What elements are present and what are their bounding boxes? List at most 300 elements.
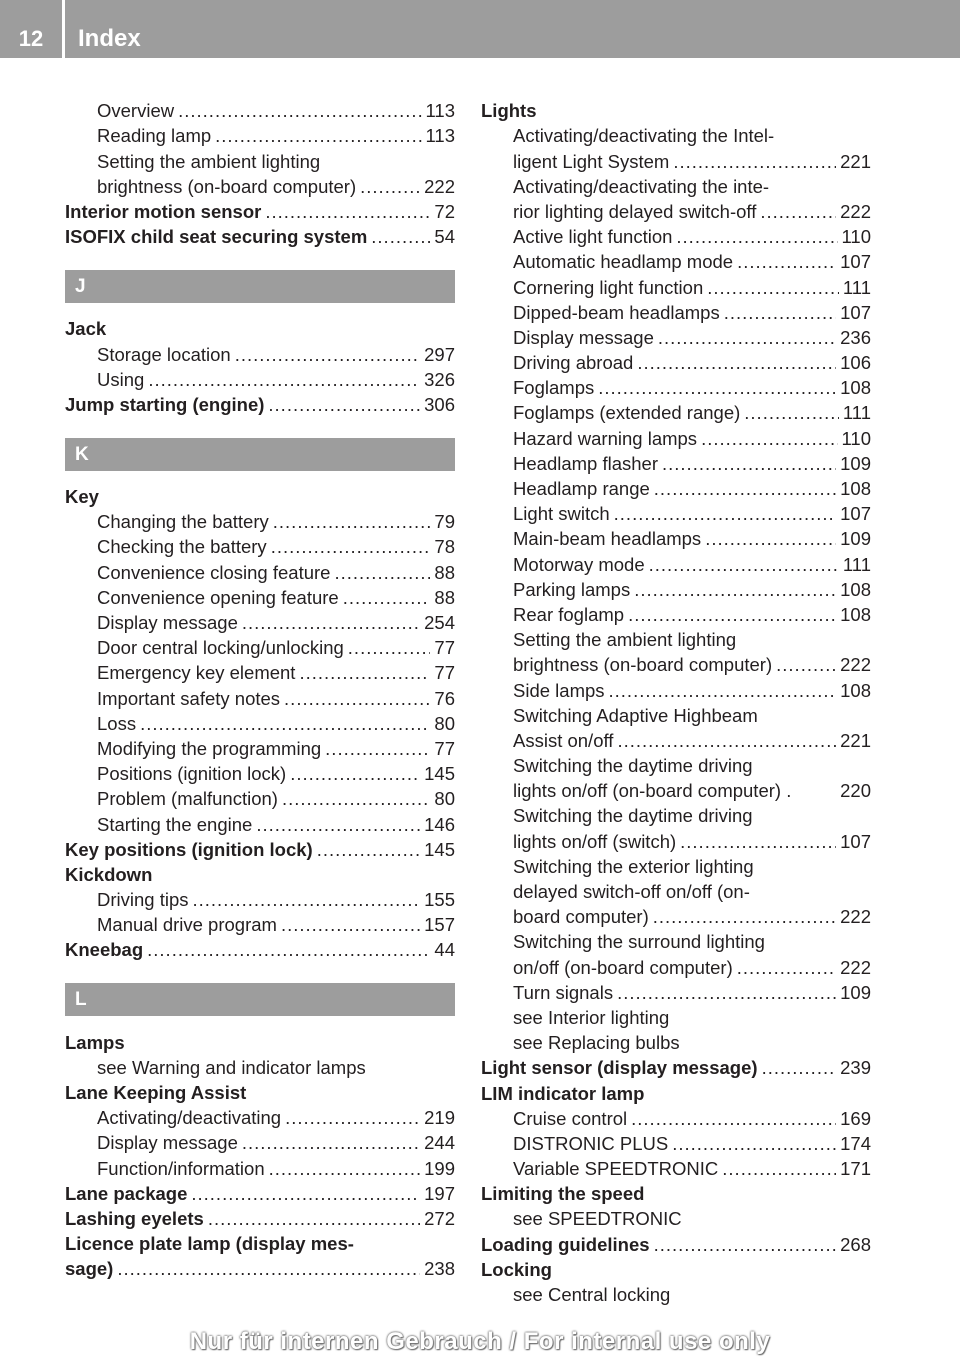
dot-leader [208,1208,420,1230]
dot-leader [634,579,836,601]
dot-leader [617,982,836,1004]
entry-text: Parking lamps [513,578,631,600]
dot-leader [617,730,836,752]
index-entry [481,97,871,122]
dot-leader [265,201,430,223]
page-reference: 107 [840,251,871,273]
index-subentry [481,953,871,978]
index-subentry [481,777,871,802]
entry-text: Jump starting (engine) [65,393,265,415]
index-subentry [481,903,871,928]
entry-text: brightness (on-board computer) [97,175,357,197]
index-entry [65,1255,455,1280]
entry-text: Loading guidelines [481,1233,650,1255]
entry-text: Rear foglamp [513,603,625,625]
entry-text: on/off (on-board computer) [513,956,733,978]
entry-text: Activating/deactivating [97,1107,282,1129]
entry-text: Headlamp range [513,478,650,499]
entry-text: Cornering light function [513,276,704,298]
header-divider [62,0,65,58]
dot-leader [676,226,837,248]
entry-text: ISOFIX child seat securing system [65,226,368,248]
dot-leader [140,713,430,735]
index-subentry [481,525,871,550]
dot-leader [117,1258,420,1280]
page-reference: 108 [840,603,871,625]
page-reference: 222 [840,654,871,676]
entry-text: Driving tips [97,889,189,911]
dot-leader [273,511,431,533]
index-subentry [65,584,455,609]
page-reference: 107 [840,301,871,323]
index-subentry [65,886,455,911]
entry-text: Jack [65,318,107,340]
index-subentry [65,1154,455,1179]
index-subentry [65,1054,455,1079]
entry-text: Display message [513,326,654,348]
entry-text: Changing the battery [97,511,269,533]
page-reference: 111 [842,553,871,575]
index-subentry [65,735,455,760]
entry-text: Storage location [97,343,231,365]
index-subentry [481,450,871,475]
page-reference: 145 [424,763,455,785]
dot-leader [680,831,836,853]
entry-text: LIM indicator lamp [481,1082,645,1104]
page-reference: 109 [840,452,871,474]
page-reference: 108 [840,478,871,499]
index-entry [65,483,455,508]
page-reference: 244 [424,1132,455,1154]
page-reference: 254 [424,612,455,633]
index-subentry [481,802,871,827]
index-subentry [481,1004,871,1029]
entry-text: Using [97,368,145,390]
entry-text: lights on/off (on-board computer) . [513,780,792,802]
index-subentry [65,1129,455,1154]
dot-leader [598,377,836,399]
entry-text: Switching Adaptive Highbeam [513,704,758,726]
index-letter-heading: K [65,438,455,471]
entry-text: Light switch [513,503,610,525]
index-subentry [481,198,871,223]
index-subentry [481,827,871,852]
index-entry [65,223,455,248]
page-reference: 222 [840,200,871,222]
index-subentry [65,508,455,533]
index-entry [65,1079,455,1104]
dot-leader [299,662,430,684]
index-entry [481,1054,871,1079]
dot-leader [268,394,420,416]
page-reference: 77 [434,737,455,759]
page-reference: 54 [434,226,455,248]
dot-leader [722,1158,836,1180]
index-subentry [65,147,455,172]
entry-text: Problem (malfunction) [97,788,278,810]
entry-text: Headlamp flasher [513,452,658,474]
entry-text: Key positions (ignition lock) [65,838,313,860]
page-reference: 268 [840,1233,871,1255]
dot-leader [637,352,836,374]
entry-text: Kneebag [65,939,144,961]
entry-text: lights on/off (switch) [513,830,677,852]
index-entry [65,315,455,340]
dot-leader [242,1132,420,1154]
dot-leader [285,1107,420,1129]
page-reference: 88 [434,561,455,583]
dot-leader [178,100,421,122]
page-reference: 306 [424,393,455,415]
index-entry [481,1180,871,1205]
entry-text: see SPEEDTRONIC [513,1208,682,1230]
page-reference: 219 [424,1107,455,1129]
dot-leader [760,201,836,223]
page-reference: 222 [424,175,455,197]
entry-text: Licence plate lamp (display mes- [65,1233,354,1255]
index-subentry [481,676,871,701]
index-entry [481,1256,871,1281]
entry-text: Main-beam headlamps [513,528,702,550]
index-subentry [65,173,455,198]
dot-leader [256,814,420,836]
entry-text: Switching the exterior lighting [513,855,754,877]
entry-text: Key [65,486,99,508]
entry-text: Turn signals [513,981,614,1003]
dot-leader [271,536,431,558]
page-reference: 272 [424,1207,455,1229]
index-subentry [481,576,871,601]
index-subentry [481,1281,871,1306]
entry-text: sage) [65,1258,114,1280]
entry-text: Reading lamp [97,125,212,147]
dot-leader [284,688,430,710]
entry-text: Modifying the programming [97,737,322,759]
index-subentry [65,340,455,365]
index-entry [65,1028,455,1053]
entry-text: Motorway mode [513,553,645,575]
dot-leader [360,176,420,198]
dot-leader [707,277,839,299]
index-subentry [65,634,455,659]
dot-leader [724,302,836,324]
page-reference: 221 [840,729,871,751]
dot-leader [193,889,421,911]
entry-text: see Warning and indicator lamps [97,1056,366,1078]
page-reference: 146 [424,813,455,835]
index-subentry [481,349,871,374]
index-subentry [65,710,455,735]
page-reference: 109 [840,981,871,1003]
dot-leader [191,1183,420,1205]
dot-leader [654,1234,837,1256]
index-letter-heading: J [65,270,455,303]
page-reference: 113 [425,125,455,147]
index-subentry [481,928,871,953]
page-reference: 77 [434,662,455,684]
dot-leader [242,612,420,634]
entry-text: Limiting the speed [481,1183,645,1205]
dot-leader [649,554,839,576]
entry-text: Lane package [65,1182,188,1204]
dot-leader [290,763,420,785]
page-header [0,0,960,58]
index-entry [481,1230,871,1255]
page-reference: 113 [425,100,455,122]
entry-text: Convenience closing feature [97,561,331,583]
dot-leader [334,562,430,584]
index-subentry [481,500,871,525]
index-subentry [481,878,871,903]
page-reference: 106 [840,352,871,374]
dot-leader [653,906,836,928]
index-entry [65,1205,455,1230]
entry-text: Lamps [65,1031,125,1053]
index-subentry [481,601,871,626]
dot-leader [631,1108,836,1130]
entry-text: Hazard warning lamps [513,427,698,449]
index-subentry [65,785,455,810]
entry-text: Activating/deactivating the inte- [513,175,770,197]
dot-leader [614,503,836,525]
entry-text: see Central locking [513,1284,671,1305]
dot-leader [737,957,836,979]
dot-leader [371,226,430,248]
page-reference: 76 [434,687,455,709]
entry-text: Checking the battery [97,536,267,558]
index-subentry [481,273,871,298]
index-subentry [65,810,455,835]
entry-text: Interior motion sensor [65,200,262,222]
entry-text: delayed switch-off on/off (on- [513,881,750,902]
entry-text: see Interior lighting [513,1006,670,1028]
index-subentry [65,558,455,583]
entry-text: Switching the daytime driving [513,755,753,777]
dot-leader [317,839,420,861]
index-subentry [481,979,871,1004]
entry-text: Light sensor (display message) [481,1057,758,1079]
index-subentry [65,366,455,391]
page-reference: 239 [840,1057,871,1079]
dot-leader [658,327,836,349]
dot-leader [673,151,836,173]
page-reference: 110 [841,226,871,248]
index-entry [65,1180,455,1205]
entry-text: Setting the ambient lighting [97,150,321,172]
index-subentry [65,533,455,558]
entry-text: Overview [97,100,175,122]
dot-leader [269,1158,421,1180]
page-reference: 157 [424,914,455,936]
index-entry [65,936,455,961]
dot-leader [348,637,431,659]
dot-leader [343,587,431,609]
index-subentry [481,1130,871,1155]
entry-text: Switching the daytime driving [513,805,753,827]
index-entry [481,1079,871,1104]
entry-text: DISTRONIC PLUS [513,1132,669,1154]
index-subentry [65,609,455,634]
index-subentry [481,248,871,273]
index-column-right [481,97,871,1306]
index-subentry [481,626,871,651]
entry-text: Positions (ignition lock) [97,763,287,785]
page-reference: 199 [424,1157,455,1179]
page-reference: 107 [840,830,871,852]
page-reference: 111 [842,402,871,424]
entry-text: Manual drive program [97,914,277,936]
index-subentry [481,147,871,172]
index-subentry [481,173,871,198]
index-subentry [481,324,871,349]
index-subentry [481,702,871,727]
index-subentry [481,399,871,424]
dot-leader [705,528,836,550]
index-subentry [481,223,871,248]
index-entry [65,836,455,861]
index-subentry [481,550,871,575]
entry-text: board computer) [513,906,649,928]
entry-text: see Replacing bulbs [513,1032,680,1054]
page-reference: 44 [434,939,455,961]
page-title: Index [78,25,141,52]
entry-text: Switching the surround lighting [513,931,765,953]
page-reference: 174 [840,1132,871,1154]
watermark-footer: Nur für internen Gebrauch / For internal use only [189,1328,771,1355]
dot-leader [215,125,421,147]
dot-leader [672,1133,836,1155]
page-reference: 79 [434,511,455,533]
index-subentry [481,1029,871,1054]
index-subentry [65,684,455,709]
entry-text: Setting the ambient lighting [513,629,737,651]
index-subentry [481,1205,871,1230]
dot-leader [762,1057,837,1079]
entry-text: Convenience opening feature [97,586,339,608]
dot-leader [148,369,420,391]
dot-leader [737,251,836,273]
entry-text: Foglamps [513,377,595,399]
entry-text: rior lighting delayed switch-off [513,200,757,222]
entry-text: Door central locking/unlocking [97,637,344,659]
page-reference: 109 [840,528,871,550]
entry-text: Important safety notes [97,687,281,709]
entry-text: brightness (on-board computer) [513,654,773,676]
entry-text: Activating/deactivating the Intel- [513,125,775,147]
page-reference: 88 [434,586,455,608]
page-reference: 78 [434,536,455,558]
entry-text: Lashing eyelets [65,1207,204,1229]
index-letter-heading: L [65,983,455,1016]
page-reference: 108 [840,377,871,399]
entry-text: Driving abroad [513,352,634,374]
dot-leader [776,654,836,676]
index-subentry [481,651,871,676]
index-subentry [481,299,871,324]
index-entry [65,1230,455,1255]
entry-text: Locking [481,1258,552,1280]
index-entry [65,391,455,416]
page-reference: 222 [840,956,871,978]
page-reference: 111 [842,276,871,298]
page-reference: 108 [840,578,871,600]
index-column-left [65,97,455,1280]
entry-text: Lights [481,100,537,122]
entry-text: Display message [97,1132,238,1154]
entry-text: ligent Light System [513,150,670,172]
entry-text: Kickdown [65,863,153,885]
page-reference: 326 [424,368,455,390]
page-reference: 107 [840,503,871,525]
dot-leader [628,604,836,626]
entry-text: Foglamps (extended range) [513,402,741,424]
entry-text: Display message [97,612,238,633]
entry-text: Variable SPEEDTRONIC [513,1158,719,1180]
page-reference: 238 [424,1258,455,1280]
entry-text: Dipped-beam headlamps [513,301,720,323]
page-reference: 155 [424,889,455,911]
index-subentry [65,911,455,936]
index-subentry [65,1104,455,1129]
page-reference: 80 [434,788,455,810]
index-subentry [481,475,871,500]
page-reference: 72 [434,200,455,222]
page-reference: 171 [840,1158,871,1180]
index-subentry [481,752,871,777]
index-subentry [481,853,871,878]
dot-leader [701,428,837,450]
page-reference: 197 [424,1182,455,1204]
page-reference: 108 [840,679,871,701]
page-reference: 110 [841,427,871,449]
index-subentry [481,374,871,399]
index-subentry [65,760,455,785]
entry-text: Automatic headlamp mode [513,251,734,273]
index-subentry [65,122,455,147]
dot-leader [744,402,839,424]
page-reference: 169 [840,1107,871,1129]
dot-leader [235,344,420,366]
page-reference: 77 [434,637,455,659]
entry-text: Lane Keeping Assist [65,1082,247,1103]
page-reference: 220 [840,780,871,802]
index-subentry [481,1155,871,1180]
index-entry [65,198,455,223]
entry-text: Starting the engine [97,813,253,835]
dot-leader [147,939,430,961]
dot-leader [282,788,430,810]
index-subentry [481,727,871,752]
index-subentry [481,424,871,449]
dot-leader [609,680,837,702]
page-reference: 297 [424,343,455,365]
entry-text: Emergency key element [97,662,296,684]
dot-leader [325,738,430,760]
page-reference: 80 [434,712,455,734]
entry-text: Assist on/off [513,729,614,751]
entry-text: Active light function [513,226,673,248]
page-reference: 221 [840,150,871,172]
page-reference: 145 [424,838,455,860]
entry-text: Side lamps [513,679,605,701]
page-number: 12 [18,26,44,51]
entry-text: Cruise control [513,1107,628,1129]
page-reference: 236 [840,326,871,348]
entry-text: Function/information [97,1157,265,1179]
dot-leader [654,478,836,500]
index-subentry [481,1105,871,1130]
entry-text: Loss [97,712,137,734]
